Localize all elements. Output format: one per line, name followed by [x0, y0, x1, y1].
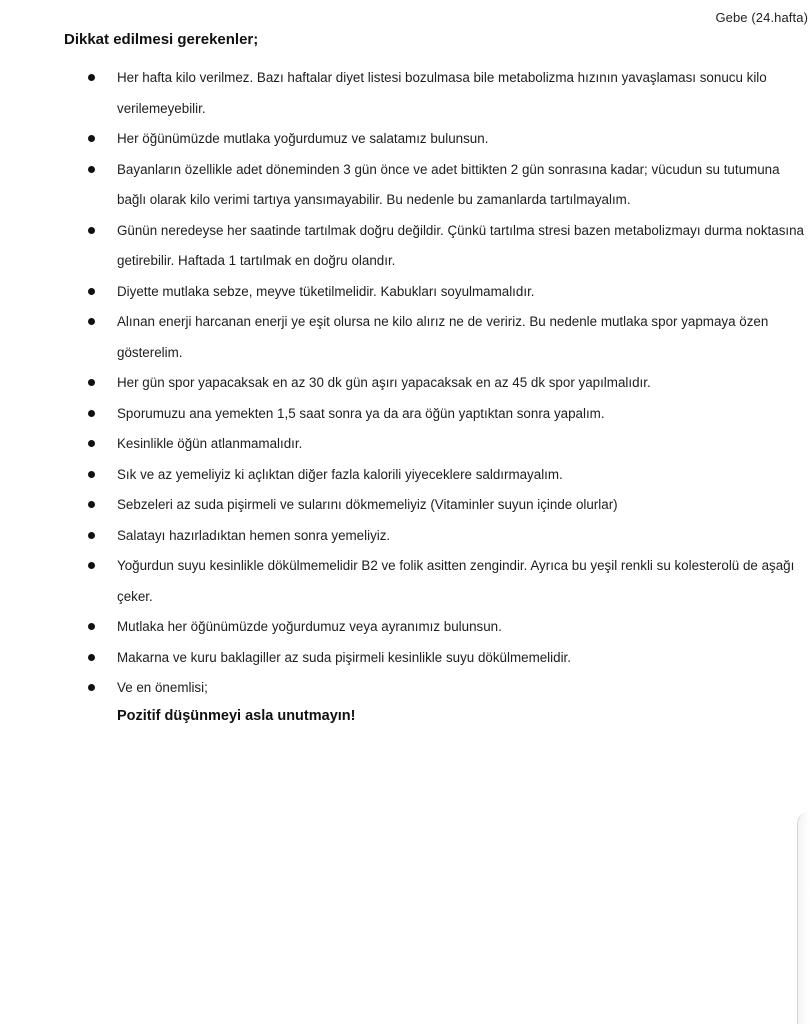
list-item-text: Sebzeleri az suda pişirmeli ve sularını dökmemeliyiz (Vitaminler suyun içinde olurlar): [117, 497, 618, 512]
bullet-dot-icon: [88, 501, 95, 508]
list-item-text: Ve en önemlisi;: [117, 680, 208, 695]
list-item: [0, 155, 810, 216]
page-header-note: Gebe (24.hafta): [715, 10, 808, 25]
bullet-list: [0, 63, 810, 704]
bullet-dot-icon: [88, 532, 95, 539]
closing-message: Pozitif düşünmeyi asla unutmayın!: [117, 708, 356, 724]
document-title: Dikkat edilmesi gerekenler;: [64, 31, 259, 48]
list-item-text: Her öğünümüzde mutlaka yoğurdumuz ve salatamız bulunsun.: [117, 131, 489, 146]
list-item: [0, 63, 810, 124]
bullet-dot-icon: [88, 318, 95, 325]
list-item-text: Yoğurdun suyu kesinlikle dökülmemelidir B2 ve folik asitten zengindir. Ayrıca bu yeşil renkli su kolesterolü de aşağı çeker.: [117, 558, 795, 604]
list-item: [0, 277, 810, 308]
list-item: [0, 643, 810, 674]
list-item-text: Diyette mutlaka sebze, meyve tüketilmelidir. Kabukları soyulmamalıdır.: [117, 283, 535, 299]
bullet-dot-icon: [88, 135, 95, 142]
bullet-dot-icon: [88, 227, 95, 234]
list-item: [0, 307, 810, 368]
list-item: [0, 612, 810, 643]
list-item: [0, 460, 810, 491]
list-item-text: Makarna ve kuru baklagiller az suda pişirmeli kesinlikle suyu dökülmemelidir.: [117, 649, 571, 665]
bullet-dot-icon: [88, 166, 95, 173]
bullet-dot-icon: [88, 74, 95, 81]
list-item: [0, 368, 810, 399]
list-item-text: Her hafta kilo verilmez. Bazı haftalar diyet listesi bozulmasa bile metabolizma hızının yavaşlaması sonucu kilo verilemeyebilir.: [117, 70, 767, 116]
list-item-text: Sporumuzu ana yemekten 1,5 saat sonra ya da ara öğün yaptıktan sonra yapalım.: [117, 405, 605, 421]
list-item: [0, 429, 810, 460]
bullet-dot-icon: [88, 471, 95, 478]
list-item-text: Alınan enerji harcanan enerji ye eşit olursa ne kilo alırız ne de veririz. Bu nedenle mutlaka spor yapmaya özen gösterelim.: [117, 314, 769, 360]
bullet-dot-icon: [88, 654, 95, 661]
list-item: [0, 216, 810, 277]
list-item-text: Her gün spor yapacaksak en az 30 dk gün aşırı yapacaksak en az 45 dk spor yapılmalıdır.: [117, 375, 651, 390]
list-item: [0, 521, 810, 552]
list-item: [0, 124, 810, 155]
bullet-dot-icon: [88, 288, 95, 295]
bullet-dot-icon: [88, 440, 95, 447]
bullet-dot-icon: [88, 379, 95, 386]
list-item-text: Günün neredeyse her saatinde tartılmak doğru değildir. Çünkü tartılma stresi bazen metabolizmayı durma noktasına getirebilir. Haftada 1 tartılmak en doğru olandır.: [117, 222, 805, 268]
list-item: [0, 399, 810, 430]
page-curl-edge: [797, 812, 810, 1024]
list-item: [0, 490, 810, 521]
bullet-dot-icon: [88, 410, 95, 417]
list-item: [0, 551, 810, 612]
list-item-text: Kesinlikle öğün atlanmamalıdır.: [117, 436, 303, 451]
bullet-dot-icon: [88, 623, 95, 630]
bullet-dot-icon: [88, 562, 95, 569]
list-item-text: Mutlaka her öğünümüzde yoğurdumuz veya ayranımız bulunsun.: [117, 619, 502, 634]
list-item-text: Sık ve az yemeliyiz ki açlıktan diğer fazla kalorili yiyeceklere saldırmayalım.: [117, 466, 563, 482]
bullet-dot-icon: [88, 684, 95, 691]
list-item: [0, 673, 810, 704]
list-item-text: Salatayı hazırladıktan hemen sonra yemeliyiz.: [117, 527, 391, 543]
list-item-text: Bayanların özellikle adet döneminden 3 gün önce ve adet bittikten 2 gün sonrasına kadar; vücudun su tutumuna bağlı olarak kilo verimi tartıya yansımayabilir. Bu nedenle bu zamanlarda tartılmayalım.: [117, 161, 780, 207]
